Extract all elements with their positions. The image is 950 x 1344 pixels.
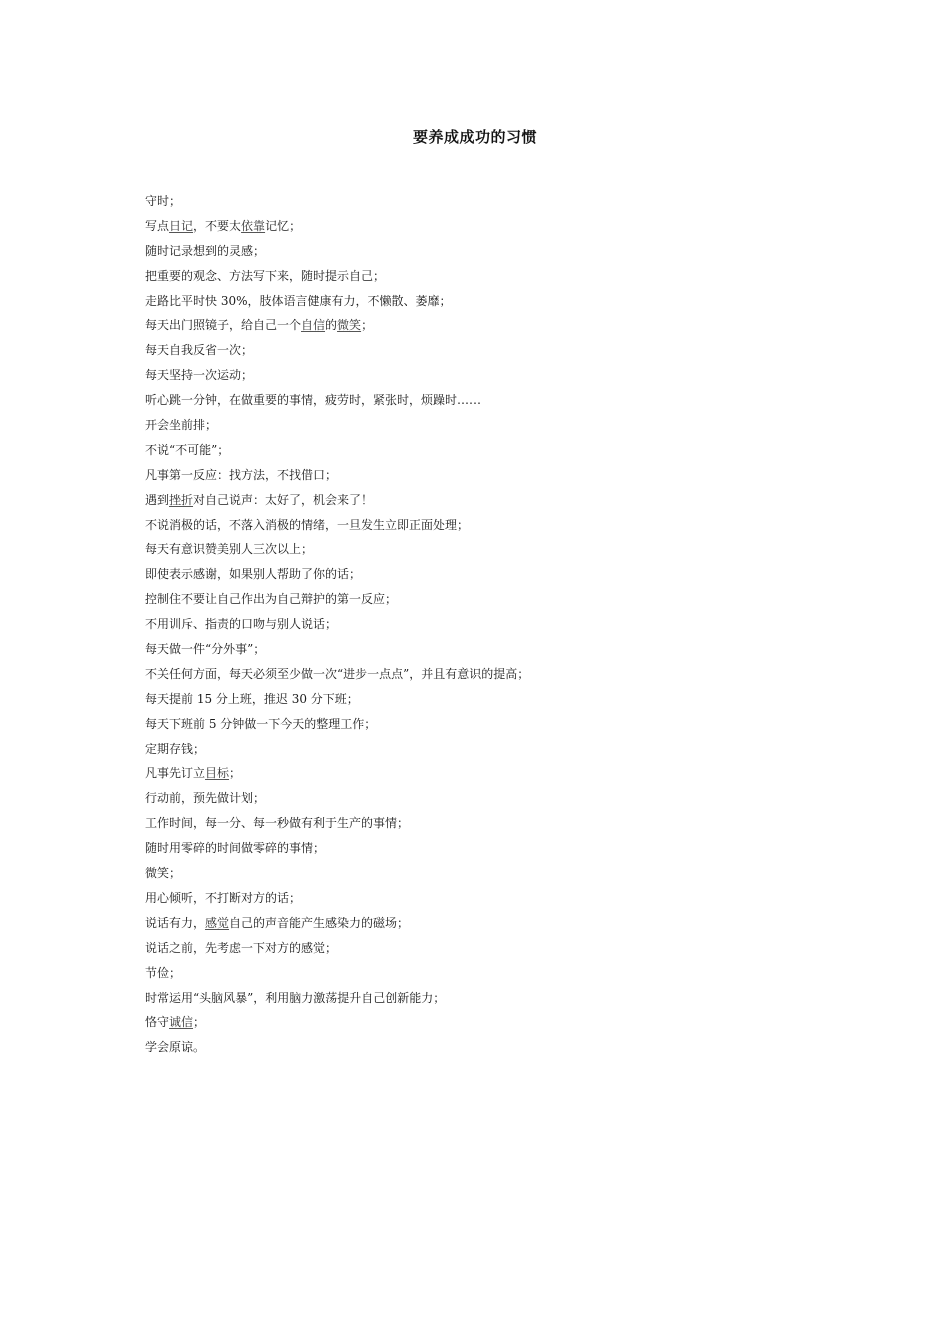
habit-line <box>145 938 825 963</box>
line-text: 每天坚持一次运动； <box>145 368 254 383</box>
line-text: 随时用零碎的时间做零碎的事情； <box>145 841 326 856</box>
inline-link[interactable]: 微笑 <box>337 318 362 333</box>
habit-line <box>145 1012 825 1037</box>
habit-line <box>145 988 825 1013</box>
line-text: ； <box>193 1015 206 1030</box>
habit-line <box>145 490 825 515</box>
inline-link[interactable]: 诚信 <box>169 1015 194 1030</box>
habit-line <box>145 639 825 664</box>
line-text: 每天自我反省一次； <box>145 343 254 358</box>
line-text: 行动前，预先做计划； <box>145 791 266 806</box>
line-text: 说话之前，先考虑一下对方的感觉； <box>145 940 338 955</box>
inline-link[interactable]: 感觉 <box>205 915 230 930</box>
line-text: 每天做一件“分外事”； <box>145 642 266 657</box>
line-text: ，不要太 <box>193 218 242 233</box>
line-text: 开会坐前排； <box>145 418 218 433</box>
line-text: 的 <box>325 318 338 333</box>
habit-line <box>145 241 825 266</box>
line-text: 控制住不要让自己作出为自己辩护的第一反应； <box>145 592 398 607</box>
habit-line <box>145 664 825 689</box>
habit-line <box>145 216 825 241</box>
habit-line <box>145 564 825 589</box>
habit-line <box>145 863 825 888</box>
habit-line <box>145 390 825 415</box>
line-text: 遇到 <box>145 492 170 507</box>
line-text: 说话有力， <box>145 915 206 930</box>
habit-line <box>145 415 825 440</box>
habit-line <box>145 788 825 813</box>
habit-line <box>145 838 825 863</box>
line-text: 每天有意识赞美别人三次以上； <box>145 542 314 557</box>
habit-line <box>145 888 825 913</box>
line-text: 不说消极的话，不落入消极的情绪，一旦发生立即正面处理； <box>145 517 470 532</box>
habit-line <box>145 614 825 639</box>
inline-link[interactable]: 自信 <box>301 318 326 333</box>
document-title: 要养成成功的习惯 <box>412 128 537 146</box>
line-text: 不说“不可能”； <box>145 442 230 457</box>
habit-line <box>145 515 825 540</box>
habit-line <box>145 539 825 564</box>
line-text: 用心倾听，不打断对方的话； <box>145 890 302 905</box>
habit-line <box>145 739 825 764</box>
line-text: 自己的声音能产生感染力的磁场； <box>229 915 410 930</box>
habit-line <box>145 913 825 938</box>
line-text: 学会原谅。 <box>145 1040 206 1055</box>
inline-link[interactable]: 目标 <box>205 766 230 781</box>
habit-line <box>145 963 825 988</box>
habit-line <box>145 1037 825 1062</box>
line-text: 恪守 <box>145 1015 170 1030</box>
line-text: 定期存钱； <box>145 741 206 756</box>
habit-line <box>145 291 825 316</box>
inline-link[interactable]: 挫折 <box>169 492 194 507</box>
line-text: 把重要的观念、方法写下来，随时提示自己； <box>145 268 386 283</box>
line-text: 随时记录想到的灵感； <box>145 243 266 258</box>
line-text: 记忆； <box>265 218 302 233</box>
habit-list <box>145 191 825 1062</box>
line-text: 不关任何方面，每天必须至少做一次“进步一点点”，并且有意识的提高； <box>145 666 530 681</box>
line-text: 工作时间，每一分、每一秒做有利于生产的事情； <box>145 816 410 831</box>
line-text: ； <box>361 318 374 333</box>
line-text: 每天提前 15 分上班，推迟 30 分下班； <box>145 691 359 706</box>
habit-line <box>145 589 825 614</box>
line-text: 凡事第一反应：找方法，不找借口； <box>145 467 338 482</box>
line-text: 每天下班前 5 分钟做一下今天的整理工作； <box>145 716 377 731</box>
inline-link[interactable]: 依靠 <box>241 218 266 233</box>
line-text: 凡事先订立 <box>145 766 206 781</box>
habit-line <box>145 813 825 838</box>
line-text: 不用训斥、指责的口吻与别人说话； <box>145 617 338 632</box>
line-text: 每天出门照镜子，给自己一个 <box>145 318 302 333</box>
line-text: ； <box>229 766 242 781</box>
habit-line <box>145 689 825 714</box>
habit-line <box>145 763 825 788</box>
line-text: 守时； <box>145 194 182 208</box>
habit-line <box>145 266 825 291</box>
line-text: 走路比平时快 30%，肢体语言健康有力，不懒散、萎靡； <box>145 293 452 308</box>
habit-line <box>145 191 825 216</box>
line-text: 对自己说声：太好了，机会来了！ <box>193 492 374 507</box>
habit-line <box>145 365 825 390</box>
line-text: 时常运用“头脑风暴”，利用脑力激荡提升自己创新能力； <box>145 990 446 1005</box>
line-text: 写点 <box>145 218 170 233</box>
line-text: 微笑； <box>145 866 182 881</box>
habit-line <box>145 714 825 739</box>
line-text: 即使表示感谢，如果别人帮助了你的话； <box>145 567 362 582</box>
habit-line <box>145 465 825 490</box>
inline-link[interactable]: 日记 <box>169 218 194 233</box>
habit-line <box>145 440 825 465</box>
line-text: 听心跳一分钟，在做重要的事情，疲劳时，紧张时，烦躁时…… <box>145 393 482 408</box>
habit-line <box>145 315 825 340</box>
habit-line <box>145 340 825 365</box>
line-text: 节俭； <box>145 965 182 980</box>
